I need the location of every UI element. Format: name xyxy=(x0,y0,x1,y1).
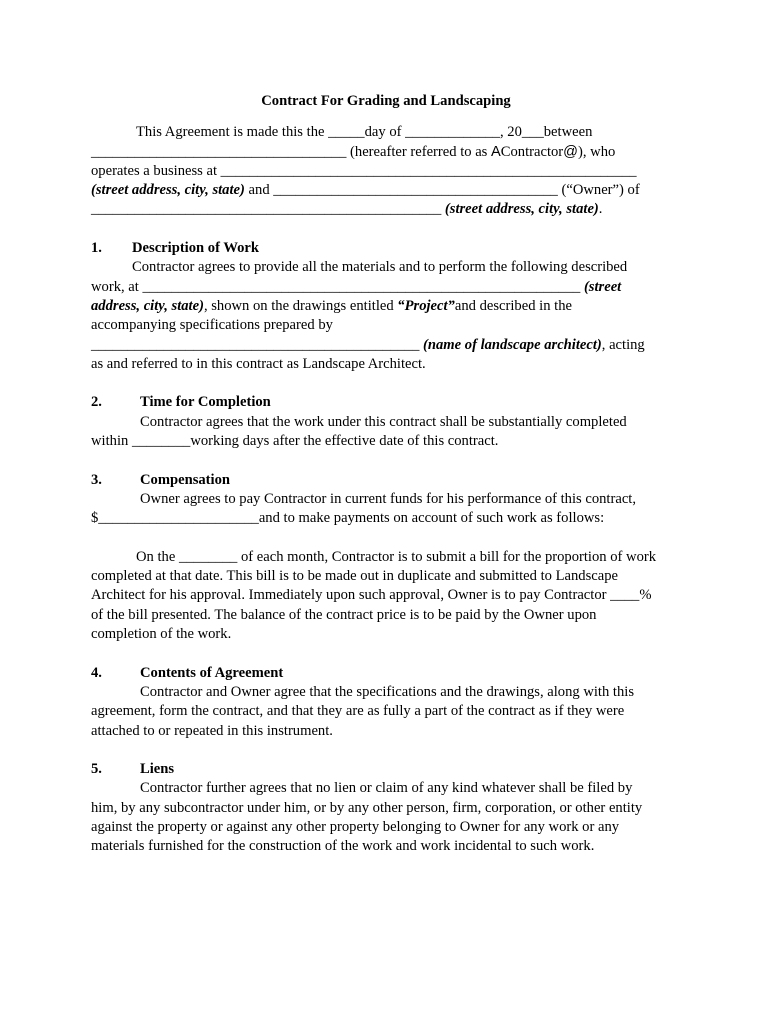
intro-line-2c: Contractor xyxy=(500,143,564,160)
section-1-line-5c: , acting xyxy=(601,336,645,353)
intro-line-5c: . xyxy=(598,201,603,218)
section-3-line-2: $______________________and to make payments on account of such work as follows: xyxy=(91,510,605,527)
section-1-line-6: as and referred to in this contract as Landscape Architect. xyxy=(91,355,426,372)
intro-line-4b: and _______________________________________ (“Owner”) of xyxy=(244,182,640,199)
section-3-line-1: Owner agrees to pay Contractor in current funds for his performance of this contract, xyxy=(140,490,637,507)
section-1-line-2a: work, at ____________________________________________________________ xyxy=(91,278,584,295)
section-5-line-2: him, by any subcontractor under him, or by any other person, firm, corporation, or other entity xyxy=(91,799,643,816)
section-5-line-1: Contractor further agrees that no lien or claim of any kind whatever shall be filed by xyxy=(140,780,633,797)
section-5-line-3: against the property or against any other property belonging to Owner for any work or any xyxy=(91,818,620,835)
section-5 xyxy=(91,760,681,856)
section-1-line-1: Contractor agrees to provide all the materials and to perform the following described xyxy=(132,259,628,276)
intro-line-2d: @ xyxy=(563,143,578,160)
section-2 xyxy=(91,393,681,451)
document-title: Contract For Grading and Landscaping xyxy=(261,93,511,109)
section-3-p2-line-4: of the bill presented. The balance of the contract price is to be paid by the Owner upon xyxy=(91,606,597,623)
section-1-line-5b: (name of landscape architect) xyxy=(423,336,602,353)
section-1-line-3c: “Project” xyxy=(397,297,455,314)
section-2-number: 2. xyxy=(91,394,102,411)
section-3-p2-line-2: completed at that date. This bill is to be made out in duplicate and submitted to Landscape xyxy=(91,568,618,585)
section-3-payment-paragraph xyxy=(91,548,681,644)
intro-line-5b: (street address, city, state) xyxy=(444,201,599,218)
document-body xyxy=(91,92,681,857)
section-1-line-3d: and described in the xyxy=(454,297,572,314)
section-1-line-5a: _____________________________________________ xyxy=(91,336,424,353)
section-4-line-1: Contractor and Owner agree that the specifications and the drawings, along with this xyxy=(140,683,635,700)
intro-line-2a: ___________________________________ (hereafter referred to as xyxy=(91,143,492,160)
section-3-p2-line-1: On the ________ of each month, Contractor is to submit a bill for the proportion of work xyxy=(136,548,657,565)
section-1-number: 1. xyxy=(91,240,102,257)
section-4-heading: Contents of Agreement xyxy=(140,664,284,681)
intro-line-4a: (street address, city, state) xyxy=(91,182,245,199)
section-3-p2-line-3: Architect for his approval. Immediately upon such approval, Owner is to pay Contractor ____% xyxy=(91,587,652,604)
intro-line-2e: ), who xyxy=(578,143,616,160)
section-1-heading: Description of Work xyxy=(132,240,260,257)
section-1 xyxy=(91,239,681,374)
section-5-line-4: materials furnished for the construction of the work and work incidental to such work. xyxy=(91,838,595,855)
section-3 xyxy=(91,471,681,645)
intro-paragraph xyxy=(91,123,681,219)
section-4-line-3: attached to or repeated in this instrument. xyxy=(91,722,333,739)
section-2-line-2: within ________working days after the effective date of this contract. xyxy=(91,433,499,450)
section-1-line-4: accompanying specifications prepared by xyxy=(91,317,333,334)
section-4-line-2: agreement, form the contract, and that they are as fully a part of the contract as if they were xyxy=(91,703,625,720)
section-1-line-3a: address, city, state) xyxy=(91,297,204,314)
section-3-heading: Compensation xyxy=(140,471,231,488)
section-1-line-3b: , shown on the drawings entitled xyxy=(203,297,398,314)
intro-line-3: operates a business at _________________________________________________________ xyxy=(91,162,637,179)
section-5-heading: Liens xyxy=(140,761,175,778)
intro-line-5a: ________________________________________________ xyxy=(91,201,445,218)
section-4-number: 4. xyxy=(91,664,102,681)
intro-line-1: This Agreement is made this the _____day of _____________, 20___between xyxy=(136,124,593,141)
section-2-line-1: Contractor agrees that the work under this contract shall be substantially completed xyxy=(140,413,627,430)
section-3-p2-line-5: completion of the work. xyxy=(91,626,232,643)
section-3-number: 3. xyxy=(91,471,102,488)
section-5-number: 5. xyxy=(91,761,102,778)
section-4 xyxy=(91,664,681,741)
intro-line-2b: A xyxy=(491,143,501,160)
section-1-line-2b: (street xyxy=(583,278,622,295)
section-2-heading: Time for Completion xyxy=(140,394,271,411)
